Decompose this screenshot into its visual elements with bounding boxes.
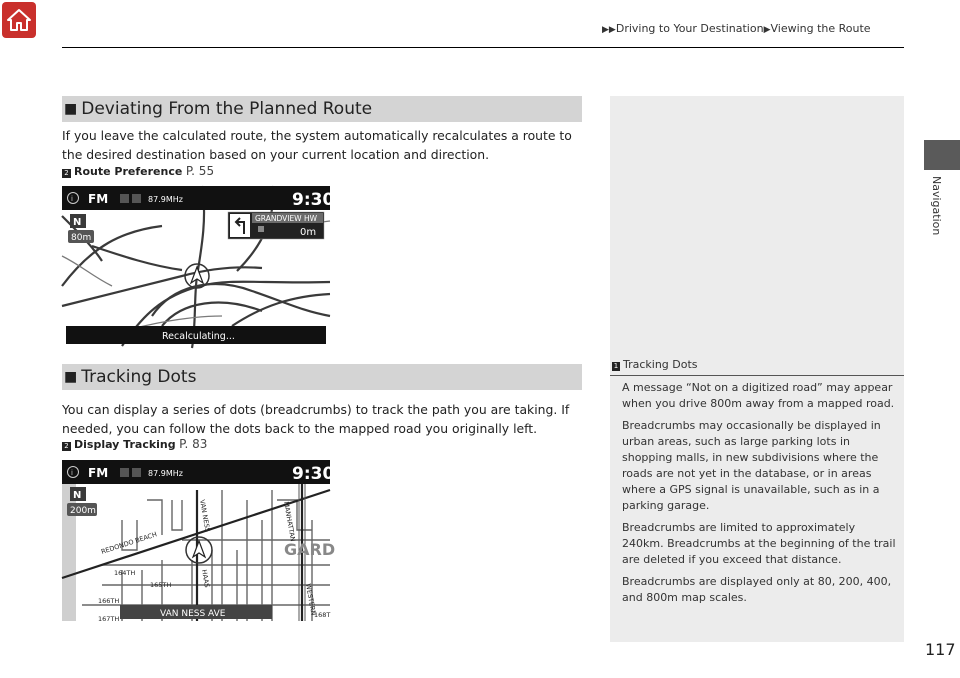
turn-distance: 0m	[300, 227, 317, 238]
section-heading-deviating	[62, 96, 582, 122]
xref-label: Display Tracking	[74, 438, 176, 451]
xref-arrow-icon: 2	[62, 169, 71, 178]
map-scale[interactable]: 80m	[71, 233, 92, 243]
radio-frequency: 87.9MHz	[148, 195, 183, 204]
svg-text:i: i	[71, 195, 73, 203]
map-label: WESTERN	[304, 582, 318, 616]
note-paragraph: A message “Not on a digitized road” may appear when you drive 800m away from a mapped road.	[622, 381, 895, 410]
note-paragraph: Breadcrumbs are limited to approximately 240km. Breadcrumbs at the beginning of the trail are deleted if you exceed that distance.	[622, 521, 896, 566]
section1-body: If you leave the calculated route, the system automatically recalculates a route to the desired destination based on your current location and direction.	[62, 128, 572, 162]
note-marker-icon: 1	[613, 362, 619, 370]
section-title: Deviating From the Planned Route	[81, 99, 373, 119]
map-label: 166TH	[98, 597, 120, 605]
svg-text:N: N	[73, 217, 82, 228]
north-arrow-icon[interactable]	[70, 214, 86, 228]
map-label: 168T	[314, 611, 331, 619]
svg-text:N: N	[73, 490, 82, 501]
page-number: 117	[925, 640, 956, 659]
xref-arrow-icon: 2	[62, 442, 71, 451]
map-scale[interactable]: 200m	[70, 506, 96, 516]
note-paragraph: Breadcrumbs may occasionally be displayed in urban areas, such as large parking lots in shopping malls, in new subdivisions where the roads are not yet in the database, or in areas where a GPS signal is unavailable, such as in a parking garage.	[622, 419, 881, 512]
next-street: GRANDVIEW HW	[255, 214, 318, 223]
square-bullet-icon: ■	[64, 369, 78, 385]
note-heading	[610, 358, 904, 371]
xref-label: Route Preference	[74, 165, 183, 178]
section2-body: You can display a series of dots (breadcrumbs) to track the path you are taking. If needed, you can follow the dots back to the mapped road you originally left.	[62, 402, 570, 436]
breadcrumb-link-2[interactable]: Viewing the Route	[770, 22, 871, 35]
status-message: Recalculating...	[162, 331, 235, 342]
north-arrow-icon[interactable]	[70, 487, 86, 501]
chapter-label: Navigation	[930, 176, 943, 236]
section-title: Tracking Dots	[81, 367, 197, 387]
note-title: Tracking Dots	[623, 358, 698, 371]
map-label: 165TH	[150, 581, 172, 589]
map-label: HAAS	[200, 568, 212, 589]
xref-page: P. 55	[185, 164, 215, 178]
section-heading-tracking	[62, 364, 582, 390]
nav-screen-recalculating	[62, 186, 335, 348]
svg-text:i: i	[71, 469, 73, 477]
map-label: MANHATTAN	[282, 500, 297, 543]
xref-display-tracking[interactable]	[62, 437, 207, 451]
radio-band: FM	[88, 192, 109, 206]
home-icon	[6, 7, 32, 33]
map-label: VAN NESS	[198, 498, 212, 533]
clock-time: 9:30	[292, 190, 335, 210]
note-paragraph: Breadcrumbs are displayed only at 80, 200, 400, and 800m map scales.	[622, 575, 892, 604]
radio-band: FM	[88, 466, 109, 480]
breadcrumb-link-1[interactable]: Driving to Your Destination	[615, 22, 764, 35]
note-divider	[610, 375, 904, 376]
map-label-large: GARD	[284, 540, 336, 559]
radio-frequency: 87.9MHz	[148, 469, 183, 478]
header-divider	[62, 47, 904, 48]
breadcrumb	[602, 22, 871, 35]
note-body	[622, 380, 898, 612]
map-label: 167TH	[98, 615, 120, 623]
home-button[interactable]	[2, 2, 36, 38]
current-street: VAN NESS AVE	[160, 609, 226, 619]
nav-screen-tracking	[62, 460, 336, 623]
chapter-tab	[924, 140, 960, 170]
map-label: 164TH	[114, 569, 136, 577]
clock-time: 9:30	[292, 464, 335, 484]
xref-page: P. 83	[179, 437, 208, 451]
square-bullet-icon: ■	[64, 101, 78, 117]
breadcrumb-arrow-icon: ▶	[763, 25, 771, 35]
map-label: REDONDO BEACH	[100, 530, 158, 556]
xref-route-preference[interactable]	[62, 164, 214, 178]
breadcrumb-arrow-icon: ▶▶	[602, 25, 616, 35]
